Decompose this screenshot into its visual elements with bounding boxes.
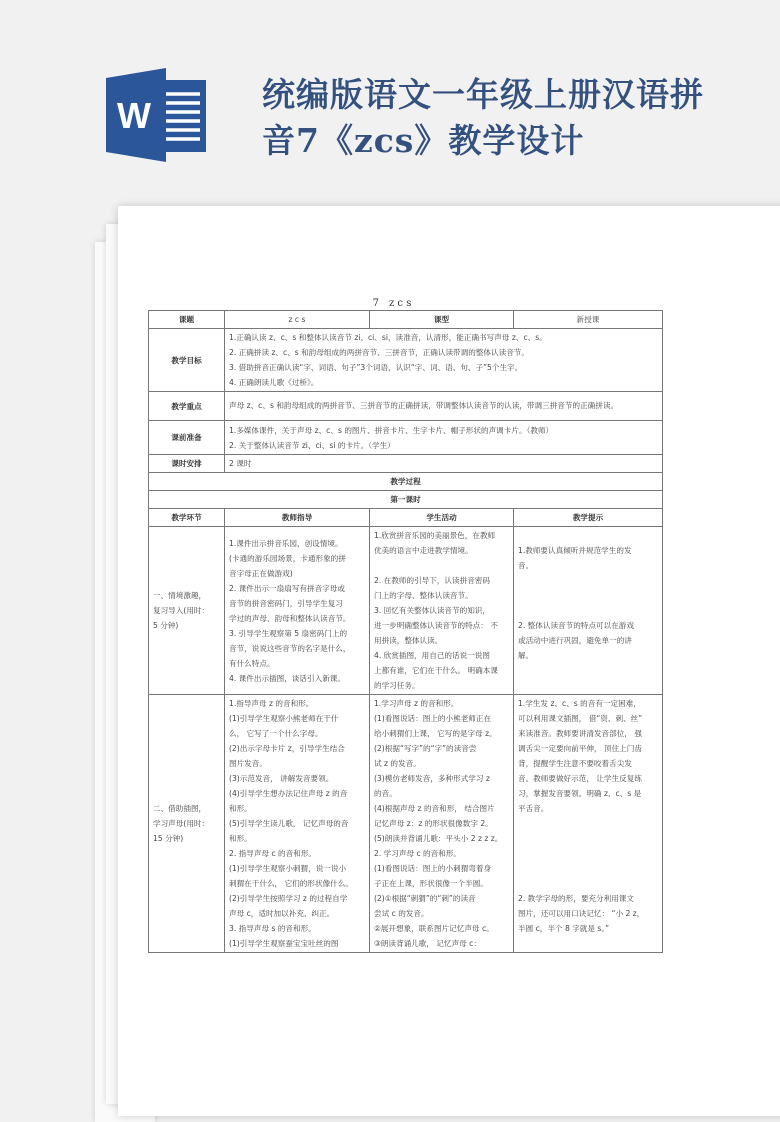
teacher-line: (1)引导学生观察小刺猬，说一说小 [229, 864, 347, 873]
section-stage-cell [149, 527, 225, 695]
teacher-line: 有什么特点。 [229, 658, 275, 668]
tips-line: 音。教师要做好示范， 让学生反复练 [518, 774, 642, 783]
prep-item: 2. 关于整体认读音节 zi、ci、si 的卡片。（学生） [229, 440, 395, 450]
student-line: ②展开想象，联系图片记忆声母 c。 [374, 924, 494, 933]
student-line: (2)根据“写字”的“字”的读音尝 [374, 744, 477, 753]
student-line [374, 558, 509, 573]
section-student-cell [370, 695, 514, 953]
teacher-line: 和形。 [229, 804, 252, 813]
stage-line: 一、情境激趣， [153, 591, 207, 600]
document-page [118, 206, 780, 1116]
tips-line: 音。 [518, 561, 534, 570]
tips-line: 1.学生发 z、c、s 的音有一定困难， [518, 699, 641, 708]
tips-line: 1.教师要认真倾听并规范学生的发 [518, 546, 632, 555]
teacher-line: 1.指导声母 z 的音和形。 [229, 699, 314, 708]
section-tips-cell [514, 527, 663, 695]
student-line: 优美的语言中走进教学情境。 [374, 546, 473, 555]
prep-list [225, 421, 663, 455]
teacher-line: 2. 课件出示一扇扇写有拼音字母或 [229, 583, 345, 593]
student-line: 上都有谁，它们在干什么。 明确本课 [374, 666, 498, 675]
col-header-student: 学生活动 [370, 509, 514, 527]
teacher-line: 1.课件出示拼音乐园，创设情境。 [229, 538, 343, 548]
topic-label: 课题 [149, 311, 225, 329]
student-line: 门上的字母、整体认读音节。 [374, 591, 473, 600]
student-line: 给小刺猬们上课， 它写的是字母 z。 [374, 729, 497, 738]
student-line: 子正在上课，形状很像一个半圆。 [374, 879, 488, 888]
student-line: ③朗读背诵儿歌， 记忆声母 c： [374, 939, 481, 948]
stage-line: 二、借助插图， [153, 804, 207, 813]
tips-line: 半圆 c，半个 8 字就是 s。” [518, 924, 610, 933]
goal-item: 2. 正确拼读 z、c、s 和韵母组成的两拼音节、三拼音节，正确认读带调的整体认读音节。 [229, 348, 529, 357]
tips-line [518, 528, 658, 543]
stage-line: 5 分钟) [153, 621, 179, 630]
tips-line: 平舌音。 [518, 804, 549, 813]
tips-line [518, 831, 658, 846]
teacher-line: 声母 c，适时加以补充、纠正。 [229, 909, 335, 918]
col-header-tips: 教学提示 [514, 509, 663, 527]
col-header-stage: 教学环节 [149, 509, 225, 527]
section-teacher-cell [225, 527, 370, 695]
stage-line: 15 分钟) [153, 834, 184, 843]
title-line-1: 统编版语文一年级上册汉语拼 [262, 75, 704, 114]
teacher-line: (卡通的游乐园场景，卡通形象的拼 [229, 553, 346, 563]
teacher-line: 刺猬在干什么， 它们的形状像什么。 [229, 879, 353, 888]
student-line: (1)看图说话：图上的小刺猬弯着身 [374, 864, 492, 873]
student-line: (5)朗读并背诵儿歌：平头小 2 z z z。 [374, 834, 503, 843]
section-teacher-cell [225, 695, 370, 953]
teacher-line: 图片发音。 [229, 759, 267, 768]
student-line: 2. 在教师的引导下，认读拼音密码 [374, 576, 490, 585]
goal-item: 1.正确认读 z、c、s 和整体认读音节 zi、ci、si，读准音，认清形，能正确书写声母 z、c、s。 [229, 333, 547, 342]
stage-line: 学习声母(用时： [153, 819, 210, 828]
student-line: (4)根据声母 z 的音和形， 结合图片 [374, 804, 495, 813]
tips-line [518, 573, 658, 588]
tips-line: 2. 教学字母的形，要充分利用课文 [518, 894, 634, 903]
teacher-line: 音节的拼音密码门，引导学生复习 [229, 598, 343, 608]
tips-line: 2. 整体认读音节的特点可以在游戏 [518, 621, 634, 630]
teacher-line: 和形。 [229, 834, 252, 843]
tips-line: 调舌尖一定要向前平伸， 顶住上门齿 [518, 744, 642, 753]
tips-line: 习，掌握发音要领。明确 z、c、s 是 [518, 789, 642, 798]
title-line-2: 音7《zcs》教学设计 [262, 121, 585, 160]
prep-label: 课前准备 [149, 421, 225, 455]
student-line: 1.学习声母 z 的音和形。 [374, 699, 459, 708]
tips-line: 可以利用课文插图， 借“资、刺、丝” [518, 714, 643, 723]
lesson-heading: 7 z c s [372, 298, 412, 309]
student-line: 尝试 c 的发音。 [374, 909, 429, 918]
process-label: 教学过程 [149, 473, 663, 491]
student-line: 用拼读，整体认读。 [374, 636, 443, 645]
teacher-line: 音节，说说这些音节的名字是什么， [229, 643, 351, 653]
key-label: 教学重点 [149, 392, 225, 421]
section-tips-cell [514, 695, 663, 953]
section-stage-cell [149, 695, 225, 953]
tips-line: 解。 [518, 651, 534, 660]
student-line: 试 z 的发音。 [374, 759, 421, 768]
teacher-line: 4. 课件出示插图，谈话引入新课。 [229, 673, 345, 683]
tips-line [518, 816, 658, 831]
student-line: 1.欣赏拼音乐园的美丽景色，在教师 [374, 531, 496, 540]
topic-value: z c s [225, 311, 370, 329]
tips-line: 或活动中进行巩固，避免单一的讲 [518, 636, 632, 645]
tips-line [518, 603, 658, 618]
goal-item: 3. 借助拼音正确认读“字、词语、句子”3个词语，认识“字、词、语、句、子”5个生字。 [229, 363, 523, 372]
section-student-cell [370, 527, 514, 695]
teacher-line: 学过的声母、韵母和整体认读音节。 [229, 613, 351, 623]
document-title [262, 72, 704, 164]
student-line: 记忆声母 z：z 的形状很像数字 2。 [374, 819, 493, 828]
svg-text:W: W [117, 95, 151, 136]
type-value: 新授课 [514, 311, 663, 329]
section-row [149, 695, 663, 953]
student-line: (3)模仿老师发音，多种形式学习 z [374, 774, 490, 783]
tips-line [518, 861, 658, 876]
student-line: 进一步明确整体认读音节的特点： 不 [374, 621, 498, 630]
student-line: 4. 欣赏插图，用自己的话说一说图 [374, 651, 490, 660]
student-line: (1)看图说话：图上的小熊老师正在 [374, 714, 492, 723]
teacher-line: 3. 指导声母 s 的音和形。 [229, 924, 316, 933]
lesson-label: 第一课时 [149, 491, 663, 509]
student-line: 的学习任务。 [374, 681, 420, 690]
word-icon [106, 68, 206, 162]
type-label: 课型 [370, 311, 514, 329]
teacher-line: (2)引导学生按照学习 z 的过程自学 [229, 894, 348, 903]
teacher-line: 音字母正在做游戏) [229, 568, 293, 578]
student-line: 的音。 [374, 789, 397, 798]
teacher-line: 2. 指导声母 c 的音和形。 [229, 849, 317, 858]
goal-list [225, 329, 663, 392]
tips-line: 来读准音。教师要讲清发音部位， 强 [518, 729, 642, 738]
tips-line [518, 846, 658, 861]
goal-item: 4. 正确朗读儿歌《过桥》。 [229, 378, 319, 387]
key-value: 声母 z、c、s 和韵母组成的两拼音节、三拼音节的正确拼读，带调整体认读音节的认读，带调三拼音节的正确拼读。 [225, 392, 663, 421]
student-line: (2)①根据“刺猬”的“刺”的读音 [374, 894, 476, 903]
student-line: 2. 学习声母 c 的音和形。 [374, 849, 462, 858]
teacher-line: (3)示范发音， 讲解发音要领。 [229, 774, 334, 783]
teacher-line: 么， 它写了一个什么字母。 [229, 729, 323, 738]
teacher-line: (1)引导学生观察小熊老师在干什 [229, 714, 339, 723]
student-line: 3. 回忆有关整体认读音节的知识， [374, 606, 490, 615]
time-value: 2 课时 [225, 455, 663, 473]
col-header-teacher: 教师指导 [225, 509, 370, 527]
teacher-line: (1)引导学生观察蚕宝宝吐丝的图 [229, 939, 339, 948]
tips-line: 背，提醒学生注意不要咬着舌尖发 [518, 759, 632, 768]
tips-line: 图片，还可以用口诀记忆： “小 2 z， [518, 909, 645, 918]
teacher-line: (2)出示字母卡片 z，引导学生结合 [229, 744, 345, 753]
teacher-line: 3. 引导学生观察第 5 扇密码门上的 [229, 628, 348, 638]
goal-label: 教学目标 [149, 329, 225, 392]
tips-line [518, 876, 658, 891]
tips-line [518, 588, 658, 603]
time-label: 课时安排 [149, 455, 225, 473]
stage-line: 复习导入(用时： [153, 606, 210, 615]
lesson-plan-table [148, 310, 663, 953]
prep-item: 1.多媒体课件，关于声母 z、c、s 的图片、拼音卡片、生字卡片、帽子形状的声调卡片。（教师） [229, 425, 554, 435]
teacher-line: (4)引导学生想办法记住声母 z 的音 [229, 789, 348, 798]
section-row [149, 527, 663, 695]
teacher-line: (5)引导学生读儿歌， 记忆声母的音 [229, 819, 349, 828]
